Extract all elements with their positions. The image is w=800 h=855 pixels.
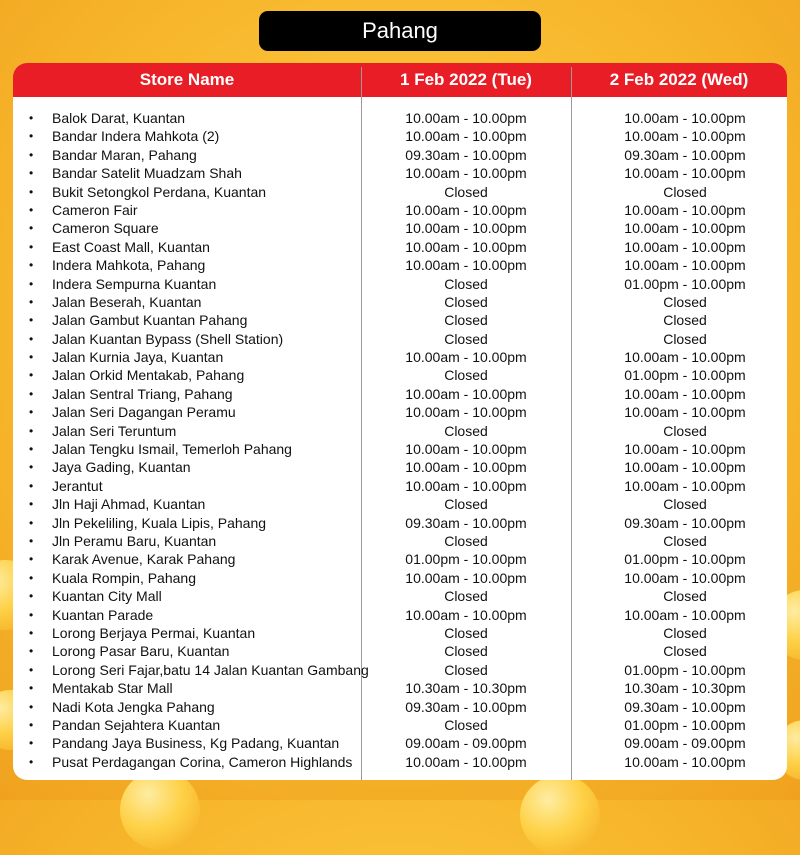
day2-hours: 10.00am - 10.00pm (624, 477, 746, 494)
table-row (13, 311, 787, 329)
bullet-icon: • (29, 754, 34, 769)
store-name: Jerantut (52, 477, 103, 494)
store-name: Jalan Sentral Triang, Pahang (52, 385, 233, 402)
day1-hours: 10.00am - 10.00pm (405, 477, 527, 494)
bullet-icon: • (29, 478, 34, 493)
table-row (13, 201, 787, 219)
table-row (13, 532, 787, 550)
store-name: Balok Darat, Kuantan (52, 110, 186, 126)
day1-hours: 09.30am - 10.00pm (405, 698, 527, 715)
day1-hours: Closed (444, 293, 488, 310)
day2-hours: 10.00am - 10.00pm (624, 201, 746, 218)
bullet-icon: • (29, 166, 34, 181)
day2-hours: 01.00pm - 10.00pm (624, 551, 746, 568)
column-header-store: Store Name (139, 70, 235, 89)
store-name: Bandar Indera Mahkota (2) (52, 128, 220, 145)
table-row (13, 587, 787, 605)
bullet-icon: • (29, 552, 34, 567)
table-row (13, 330, 787, 348)
day2-hours: 10.00am - 10.00pm (624, 441, 746, 458)
table-row (13, 293, 787, 311)
day1-hours: 10.00am - 10.00pm (405, 201, 527, 218)
day1-hours: 10.00am - 10.00pm (405, 569, 527, 586)
store-name: Cameron Square (52, 220, 159, 237)
store-name: Jln Haji Ahmad, Kuantan (52, 496, 206, 513)
store-name: Cameron Fair (52, 201, 138, 218)
day2-hours: Closed (663, 643, 707, 660)
bullet-icon: • (29, 423, 34, 438)
bullet-icon: • (29, 570, 34, 585)
bullet-icon: • (29, 313, 34, 328)
table-row (13, 679, 787, 697)
store-name: Bandar Maran, Pahang (52, 146, 197, 163)
bullet-icon: • (29, 129, 34, 144)
day2-hours: 10.00am - 10.00pm (624, 128, 746, 145)
day1-hours: Closed (444, 624, 488, 641)
store-name: Lorong Seri Fajar,batu 14 Jalan Kuantan Gambang (52, 661, 369, 678)
table-row (13, 642, 787, 660)
table-row (13, 661, 787, 679)
bullet-icon: • (29, 331, 34, 346)
day2-hours: 10.00am - 10.00pm (624, 349, 746, 366)
day1-hours: Closed (444, 661, 488, 678)
table-row (13, 624, 787, 642)
day1-hours: Closed (444, 496, 488, 513)
table-row (13, 716, 787, 734)
bullet-icon: • (29, 533, 34, 548)
store-name: Karak Avenue, Karak Pahang (52, 551, 236, 568)
day1-hours: Closed (444, 312, 488, 329)
day1-hours: 01.00pm - 10.00pm (405, 551, 527, 568)
bullet-icon: • (29, 405, 34, 420)
bullet-icon: • (29, 368, 34, 383)
day2-hours: 01.00pm - 10.00pm (624, 661, 746, 678)
store-name: East Coast Mall, Kuantan (52, 238, 210, 255)
store-name: Kuantan City Mall (52, 588, 162, 605)
column-header-day1: 1 Feb 2022 (Tue) (400, 70, 532, 89)
bullet-icon: • (29, 736, 34, 751)
day2-hours: 10.00am - 10.00pm (624, 606, 746, 623)
table-row (13, 109, 787, 127)
day1-hours: 10.00am - 10.00pm (405, 753, 527, 770)
table-row (13, 569, 787, 587)
day2-hours: 10.00am - 10.00pm (624, 753, 746, 770)
day2-hours: 01.00pm - 10.00pm (624, 716, 746, 733)
store-name: Jalan Beserah, Kuantan (52, 293, 202, 310)
day1-hours: 10.00am - 10.00pm (405, 385, 527, 402)
table-row (13, 385, 787, 403)
day1-hours: 09.30am - 10.00pm (405, 514, 527, 531)
bullet-icon: • (29, 644, 34, 659)
store-name: Bandar Satelit Muadzam Shah (52, 165, 242, 182)
bullet-icon: • (29, 111, 34, 125)
table-row (13, 366, 787, 384)
schedule-table (13, 63, 787, 780)
store-name: Pandang Jaya Business, Kg Padang, Kuantan (52, 735, 340, 752)
day2-hours: 10.00am - 10.00pm (624, 238, 746, 255)
day1-hours: 10.00am - 10.00pm (405, 128, 527, 145)
day2-hours: 09.30am - 10.00pm (624, 146, 746, 163)
bullet-icon: • (29, 221, 34, 236)
table-header (13, 63, 787, 97)
day1-hours: 10.00am - 10.00pm (405, 220, 527, 237)
day2-hours: Closed (663, 312, 707, 329)
table-row (13, 458, 787, 476)
store-name: Jalan Kuantan Bypass (Shell Station) (52, 330, 284, 347)
day1-hours: 10.00am - 10.00pm (405, 110, 527, 126)
day1-hours: Closed (444, 716, 488, 733)
day2-hours: 09.30am - 10.00pm (624, 698, 746, 715)
day1-hours: 10.00am - 10.00pm (405, 404, 527, 421)
bullet-icon: • (29, 350, 34, 365)
table-row (13, 219, 787, 237)
store-name: Jalan Tengku Ismail, Temerloh Pahang (52, 441, 292, 458)
day2-hours: Closed (663, 422, 707, 439)
table-row (13, 275, 787, 293)
store-name: Jalan Orkid Mentakab, Pahang (52, 367, 245, 384)
table-row (13, 550, 787, 568)
store-name: Kuala Rompin, Pahang (52, 569, 196, 586)
day2-hours: 10.00am - 10.00pm (624, 110, 746, 126)
table-row (13, 256, 787, 274)
bullet-icon: • (29, 184, 34, 199)
day2-hours: 10.00am - 10.00pm (624, 385, 746, 402)
day2-hours: 10.00am - 10.00pm (624, 459, 746, 476)
table-row (13, 495, 787, 513)
store-name: Jalan Gambut Kuantan Pahang (52, 312, 248, 329)
day1-hours: 10.00am - 10.00pm (405, 349, 527, 366)
day2-hours: Closed (663, 293, 707, 310)
day2-hours: Closed (663, 624, 707, 641)
table-row (13, 440, 787, 458)
store-name: Jaya Gading, Kuantan (52, 459, 191, 476)
store-name: Pandan Sejahtera Kuantan (52, 716, 221, 733)
store-name: Indera Sempurna Kuantan (52, 275, 217, 292)
store-name: Jln Pekeliling, Kuala Lipis, Pahang (52, 514, 267, 531)
day1-hours: Closed (444, 183, 488, 200)
day1-hours: Closed (444, 588, 488, 605)
table-row (13, 403, 787, 421)
day1-hours: Closed (444, 532, 488, 549)
region-title: Pahang (259, 11, 541, 51)
store-name: Lorong Berjaya Permai, Kuantan (52, 624, 256, 641)
bullet-icon: • (29, 681, 34, 696)
bullet-icon: • (29, 442, 34, 457)
day1-hours: 09.00am - 09.00pm (405, 735, 527, 752)
bullet-icon: • (29, 386, 34, 401)
table-row (13, 164, 787, 182)
day2-hours: Closed (663, 183, 707, 200)
store-name: Mentakab Star Mall (52, 680, 173, 697)
bullet-icon: • (29, 202, 34, 217)
bullet-icon: • (29, 276, 34, 291)
bullet-icon: • (29, 147, 34, 162)
table-row (13, 348, 787, 366)
day2-hours: Closed (663, 588, 707, 605)
column-header-day2: 2 Feb 2022 (Wed) (609, 70, 749, 89)
day2-hours: Closed (663, 330, 707, 347)
bullet-icon: • (29, 699, 34, 714)
bullet-icon: • (29, 607, 34, 622)
store-name: Jalan Seri Teruntum (52, 422, 177, 439)
day2-hours: 09.30am - 10.00pm (624, 514, 746, 531)
table-row (13, 477, 787, 495)
store-name: Jalan Kurnia Jaya, Kuantan (52, 349, 224, 366)
day2-hours: Closed (663, 496, 707, 513)
day1-hours: 09.30am - 10.00pm (405, 146, 527, 163)
table-row (13, 606, 787, 624)
bullet-icon: • (29, 589, 34, 604)
day1-hours: Closed (444, 330, 488, 347)
store-name: Lorong Pasar Baru, Kuantan (52, 643, 230, 660)
day2-hours: 09.00am - 09.00pm (624, 735, 746, 752)
day1-hours: 10.00am - 10.00pm (405, 606, 527, 623)
bullet-icon: • (29, 497, 34, 512)
day2-hours: 10.00am - 10.00pm (624, 220, 746, 237)
table-row (13, 698, 787, 716)
store-name: Bukit Setongkol Perdana, Kuantan (52, 183, 267, 200)
day2-hours: 10.00am - 10.00pm (624, 165, 746, 182)
day1-hours: 10.30am - 10.30pm (405, 680, 527, 697)
day2-hours: 10.00am - 10.00pm (624, 404, 746, 421)
day1-hours: Closed (444, 422, 488, 439)
bullet-icon: • (29, 239, 34, 254)
day2-hours: Closed (663, 532, 707, 549)
store-name: Nadi Kota Jengka Pahang (52, 698, 215, 715)
bullet-icon: • (29, 662, 34, 677)
bullet-icon: • (29, 294, 34, 309)
day1-hours: 10.00am - 10.00pm (405, 459, 527, 476)
table-row (13, 734, 787, 752)
table-row (13, 238, 787, 256)
day1-hours: 10.00am - 10.00pm (405, 257, 527, 274)
day1-hours: Closed (444, 275, 488, 292)
background-bubble (520, 775, 600, 855)
day1-hours: Closed (444, 367, 488, 384)
background-bubble (120, 770, 200, 850)
bullet-icon: • (29, 258, 34, 273)
table-row (13, 753, 787, 771)
table-body (13, 109, 787, 771)
day1-hours: 10.00am - 10.00pm (405, 441, 527, 458)
day1-hours: 10.00am - 10.00pm (405, 238, 527, 255)
day2-hours: 10.00am - 10.00pm (624, 257, 746, 274)
table-row (13, 127, 787, 145)
day1-hours: Closed (444, 643, 488, 660)
store-name: Indera Mahkota, Pahang (52, 257, 206, 274)
table-row (13, 183, 787, 201)
table-row (13, 514, 787, 532)
bullet-icon: • (29, 515, 34, 530)
day2-hours: 01.00pm - 10.00pm (624, 367, 746, 384)
store-name: Jln Peramu Baru, Kuantan (52, 532, 217, 549)
table-row (13, 146, 787, 164)
day2-hours: 10.00am - 10.00pm (624, 569, 746, 586)
store-name: Jalan Seri Dagangan Peramu (52, 404, 236, 421)
day1-hours: 10.00am - 10.00pm (405, 165, 527, 182)
store-name: Pusat Perdagangan Corina, Cameron Highlands (52, 753, 353, 770)
store-name: Kuantan Parade (52, 606, 154, 623)
bullet-icon: • (29, 625, 34, 640)
day2-hours: 10.30am - 10.30pm (624, 680, 746, 697)
day2-hours: 01.00pm - 10.00pm (624, 275, 746, 292)
bullet-icon: • (29, 717, 34, 732)
table-row (13, 422, 787, 440)
bullet-icon: • (29, 460, 34, 475)
